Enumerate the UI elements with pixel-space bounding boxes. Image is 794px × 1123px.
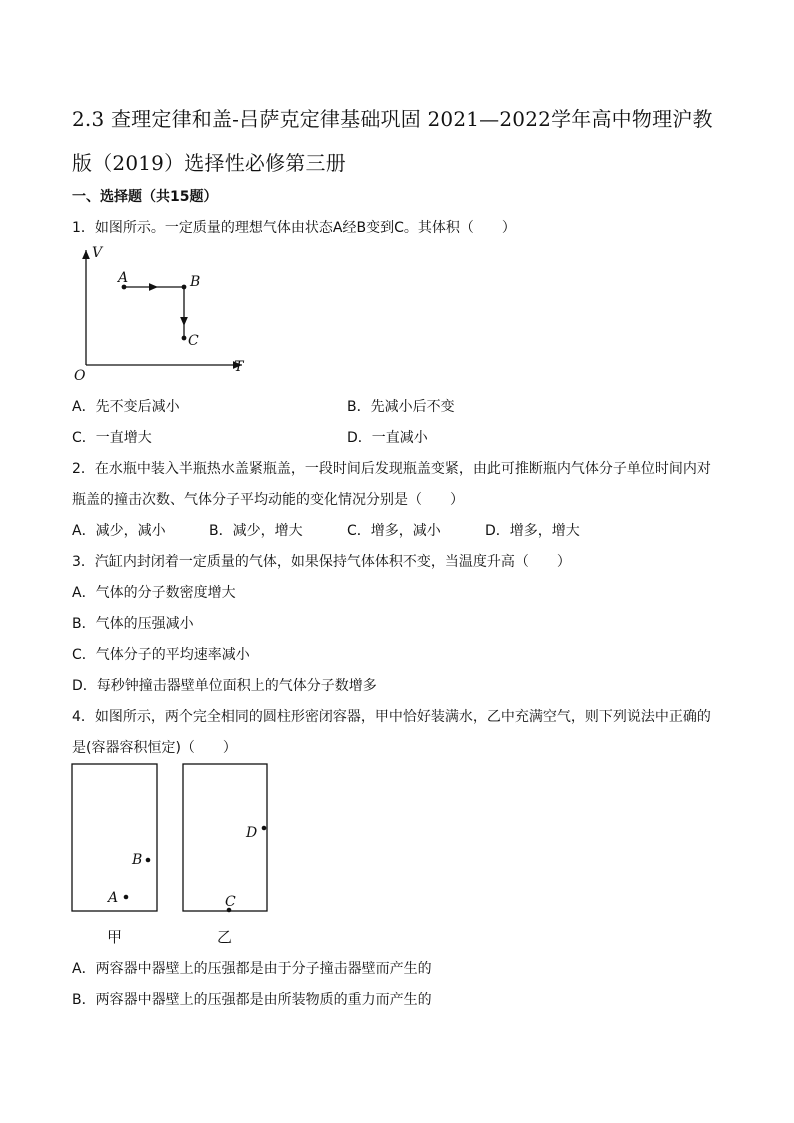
point-b-label: B [132, 852, 143, 868]
container-yi-label: 乙 [217, 928, 233, 946]
q3-option-d: D．每秒钟撞击器壁单位面积上的气体分子数增多 [72, 678, 377, 694]
point-c-label: C [188, 333, 199, 349]
page-title-line-2: 版（2019）选择性必修第三册 [72, 151, 346, 175]
q4-option-a: A．两容器中器壁上的压强都是由于分子撞击器壁而产生的 [72, 961, 432, 977]
container-jia [72, 764, 157, 911]
axis-v-label: V [92, 245, 103, 261]
page-title-line-1: 2.3 查理定律和盖-吕萨克定律基础巩固 2021—2022学年高中物理沪教 [72, 107, 713, 131]
q2-option-a: A．减少，减小 [72, 523, 166, 539]
q3-option-b: B．气体的压强减小 [72, 616, 194, 632]
point-b [146, 858, 151, 863]
question-4-containers-figure [66, 760, 276, 950]
section-heading: 一、选择题（共15题） [72, 189, 218, 205]
question-2-text-line-1: 2．在水瓶中装入半瓶热水盖紧瓶盖，一段时间后发现瓶盖变紧，由此可推断瓶内气体分子单位时间内对 [72, 461, 711, 477]
q1-option-b: B．先减小后不变 [347, 399, 455, 415]
question-3-text: 3．汽缸内封闭着一定质量的气体，如果保持气体体积不变，当温度升高（ ） [72, 554, 571, 570]
question-1-vt-graph [60, 240, 260, 385]
axis-t-label: T [234, 359, 244, 375]
q3-option-c: C．气体分子的平均速率减小 [72, 647, 250, 663]
point-c-label: C [225, 894, 236, 910]
q1-option-d: D．一直减小 [347, 430, 428, 446]
point-b [182, 285, 187, 290]
q2-option-c: C．增多，减小 [347, 523, 441, 539]
origin-label: O [74, 368, 86, 384]
point-c [182, 336, 187, 341]
q1-option-a: A．先不变后减小 [72, 399, 180, 415]
question-4-text-line-1: 4．如图所示，两个完全相同的圆柱形密闭容器，甲中恰好装满水，乙中充满空气，则下列说法中正确的 [72, 709, 711, 725]
question-1-text: 1．如图所示。一定质量的理想气体由状态A经B变到C。其体积（ ） [72, 220, 516, 236]
point-a [124, 895, 129, 900]
q2-option-d: D．增多，增大 [485, 523, 580, 539]
point-d [262, 826, 267, 831]
point-b-label: B [190, 274, 201, 290]
q3-option-a: A．气体的分子数密度增大 [72, 585, 236, 601]
point-a-label: A [118, 270, 129, 286]
q2-option-b: B．减少，增大 [209, 523, 303, 539]
container-jia-label: 甲 [107, 928, 123, 946]
point-a-label: A [108, 890, 119, 906]
q4-option-b: B．两容器中器壁上的压强都是由所装物质的重力而产生的 [72, 992, 432, 1008]
point-d-label: D [246, 825, 258, 841]
question-2-text-line-2: 瓶盖的撞击次数、气体分子平均动能的变化情况分别是（ ） [72, 492, 464, 508]
q1-option-c: C．一直增大 [72, 430, 152, 446]
question-4-text-line-2: 是(容器容积恒定)（ ） [72, 740, 237, 756]
